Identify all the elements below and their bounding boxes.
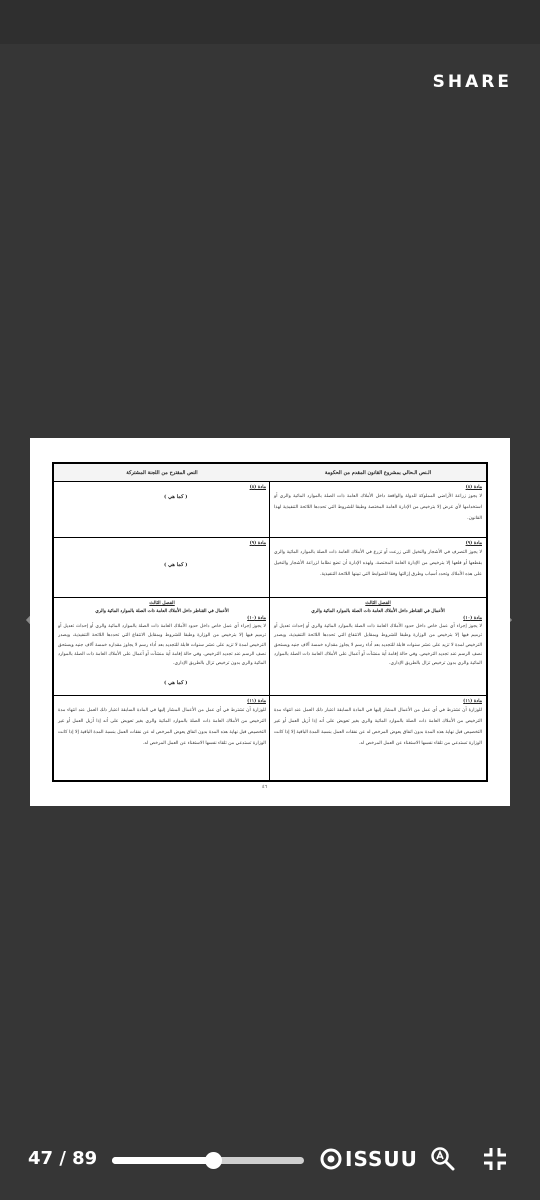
article-title: مادة (١٠) [247, 616, 266, 621]
page-slider-thumb[interactable] [205, 1152, 222, 1169]
article-title: مادة (٩) [465, 541, 482, 546]
article-body: لا يجوز إجراء أي عمل خاص داخل حدود الأملاك العامة ذات الصلة بالموارد المائية والري أو إحداث تعديل أو ترميم فيها إلا بترخيص من الوزارة وطبقا للشروط وبمقابل الانتفاع التي تحددها اللائحة التنفيذية، ويصدر الترخيص لمدة لا تزيد على عشر سنوات قابلة للتجديد بعد أداء رسم لا يجاوز مقداره خمسة آلاف جنيه ويستحق نصف الرسم عند تجديد الترخيص. وفي حالة إقامة أية منشآت أو أعمال على الأملاك العامة ذات الصلة بالموارد المائية والري بدون ترخيص تزال بالطريق الإداري. [58, 624, 266, 667]
article-9-cell [270, 538, 486, 598]
article-10-proposed-cell [54, 598, 270, 696]
zoom-in-icon[interactable] [430, 1146, 456, 1172]
document-page-number: ٤٦ [262, 784, 268, 790]
issuu-logo[interactable] [320, 1147, 418, 1171]
article-8-proposed-cell [54, 482, 270, 538]
article-11-cell [270, 696, 486, 782]
chapter-title: الفصل الثالث [365, 601, 391, 606]
unchanged-label: ( كما هي ) [164, 680, 188, 686]
unchanged-label: ( كما هي ) [164, 562, 188, 568]
article-title: مادة (١١) [247, 699, 266, 704]
article-body: للوزارة أن تشترط في أي عمل من الأعمال المشار إليها في المادة السابقة اعتبار ذلك العمل عند انتهاء مدة الترخيص من الأملاك العامة ذات الصلة بالموارد المائية والري بغير تعويض على أنه إذا أزيل العمل أو غير التخصيص قبل نهاية هذه المدة بدون اتفاق يعوض المرخص له عن نفقات العمل بنسبة المدة الباقية إلا إذا كانت الوزارة تستدعي من تلقاء نفسها الاستغناء عن العمل المرخص له. [274, 708, 482, 746]
current-text-header: الـنص الـحالي بمشروع القانون المقدم من الحكومة [270, 464, 486, 482]
article-title: مادة (١١) [463, 699, 482, 704]
unchanged-label: ( كما هي ) [164, 494, 188, 500]
article-9-proposed-cell [54, 538, 270, 598]
chapter-subtitle: الأعمال في القناطر داخل الأملاك العامة ذات الصلة بالموارد المائية والري [311, 609, 445, 614]
article-title: مادة (١٠) [463, 616, 482, 621]
article-8-cell [270, 482, 486, 538]
article-title: مادة (٨) [465, 485, 482, 490]
chapter-subtitle: الأعمال في القناطر داخل الأملاك العامة ذات الصلة بالموارد المائية والري [95, 609, 229, 614]
article-title: مادة (٩) [249, 541, 266, 546]
share-button[interactable]: SHARE [432, 72, 512, 92]
article-11-proposed-cell [54, 696, 270, 782]
article-title: مادة (٨) [249, 485, 266, 490]
article-body: لا يجوز إجراء أي عمل خاص داخل حدود الأملاك العامة ذات الصلة بالموارد المائية والري أو إحداث تعديل أو ترميم فيها إلا بترخيص من الوزارة وطبقا للشروط وبمقابل الانتفاع التي تحددها اللائحة التنفيذية، ويصدر الترخيص لمدة لا تزيد على عشر سنوات قابلة للتجديد بعد أداء رسم لا يجاوز مقداره خمسة آلاف جنيه ويستحق نصف الرسم عند تجديد الترخيص. وفي حالة إقامة أية منشآت أو أعمال على الأملاك العامة ذات الصلة بالموارد المائية والري بدون ترخيص تزال بالطريق الإداري. [274, 624, 482, 667]
proposed-text-header: النص المقترح من اللجنة المشتركة [54, 464, 270, 482]
page-slider[interactable] [112, 1157, 304, 1164]
article-body: لا يجوز التصرف في الأشجار والنخيل التي زرعت أو تزرع في الأملاك العامة ذات الصلة بالموارد المائية والري بقطعها أو قلعها إلا بترخيص من الإدارة العامة المختصة، ولهذه الإدارة أن تضع نظاما لزراعة الأشجار والنخيل على هذه الأملاك وتحدد أسباب وطرق إزالتها وفقا للضوابط التي تبينها اللائحة التنفيذية. [274, 550, 482, 577]
issuu-logo-icon [320, 1148, 342, 1170]
page-counter: 47 / 89 [28, 1148, 98, 1169]
document-page[interactable] [30, 438, 510, 806]
page-slider-fill [112, 1157, 213, 1164]
article-body: لا يجوز زراعة الأراضي المملوكة للدولة والواقعة داخل الأملاك العامة ذات الصلة بالموارد المائية والري أو استخدامها لأي غرض إلا بترخيص من الإدارة العامة المختصة وطبقا للشروط التي تحددها اللائحة التنفيذية لهذا القانون. [274, 494, 482, 521]
article-body: للوزارة أن تشترط في أي عمل من الأعمال المشار إليها في المادة السابقة اعتبار ذلك العمل عند انتهاء مدة الترخيص من الأملاك العامة ذات الصلة بالموارد المائية والري بغير تعويض على أنه إذا أزيل العمل أو غير التخصيص قبل نهاية هذه المدة بدون اتفاق يعوض المرخص له عن نفقات العمل بنسبة المدة الباقية إلا إذا كانت الوزارة تستدعي من تلقاء نفسها الاستغناء عن العمل المرخص له. [58, 708, 266, 746]
bottom-toolbar [0, 1140, 540, 1180]
exit-fullscreen-icon[interactable] [482, 1146, 508, 1172]
issuu-brand-text: ISSUU [345, 1147, 418, 1171]
proposed-text-column [54, 464, 270, 780]
current-text-column [269, 464, 486, 780]
article-10-cell [270, 598, 486, 696]
comparison-table [52, 462, 488, 782]
chapter-title: الفصل الثالث [149, 601, 175, 606]
status-bar [0, 0, 540, 44]
